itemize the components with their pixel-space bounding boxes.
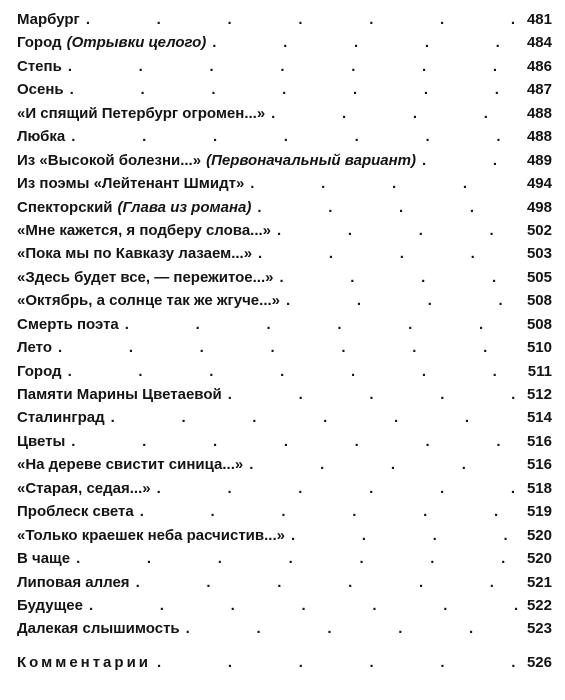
section-gap [17,641,552,651]
toc-entry-title-group [17,360,68,383]
toc-entry-title-group [17,594,89,617]
toc-entry[interactable] [17,31,552,54]
toc-entry-title-group [17,571,136,594]
toc-entry[interactable] [17,8,552,31]
toc-entry-title-group [17,149,422,172]
toc-entry-title-group [17,524,291,547]
toc-entry[interactable] [17,336,552,359]
toc-entry-title-group [17,55,68,78]
toc-page-number: 489 [526,151,552,169]
toc-page-number: 511 [527,362,552,380]
dot-leader [70,78,518,101]
dot-leader [279,266,518,289]
table-of-contents [17,8,552,674]
toc-entry-title-group [17,266,279,289]
toc-entry-title-group [17,336,58,359]
toc-entry-title-group [17,289,286,312]
dot-leader [228,383,518,406]
toc-entry[interactable] [17,102,552,125]
toc-entry-title: Лето [17,339,52,357]
toc-entry[interactable] [17,78,552,101]
toc-entry-title-group [17,172,250,195]
toc-entry-title-group [17,8,86,31]
toc-entry-title-group [17,406,111,429]
toc-entry-title: Липовая аллея [17,573,130,591]
toc-page-number: 484 [526,34,552,52]
toc-entry[interactable] [17,406,552,429]
toc-entry[interactable] [17,172,552,195]
dot-leader [250,172,518,195]
toc-entry-title-group [17,477,157,500]
toc-entry-title-group [17,453,249,476]
toc-page-number: 516 [526,456,552,474]
toc-entry-title: Будущее [17,596,83,614]
toc-entry[interactable] [17,477,552,500]
toc-entry-title-group [17,313,125,336]
toc-page-number: 514 [526,409,552,427]
toc-entry-title-group [17,102,271,125]
toc-entry-title: Любка [17,128,66,146]
toc-entry-title-group [17,78,70,101]
toc-entry-title: Город [17,362,62,380]
dot-leader [249,453,518,476]
toc-entry[interactable] [17,547,552,570]
toc-entry[interactable] [17,149,552,172]
toc-entry-title: Спекторский [17,198,113,216]
toc-entry-title-group [17,383,228,406]
toc-entry-title-group [17,547,76,570]
dot-leader [58,336,518,359]
toc-entry-title-group [17,196,257,219]
toc-entry-title: Сталинград [17,409,105,427]
toc-page-number: 498 [526,198,552,216]
toc-entry-title: Город [17,34,62,52]
toc-entry-title-group [17,430,71,453]
toc-page-number: 520 [526,526,552,544]
toc-entry-title: Цветы [17,432,66,450]
toc-entry-title: «И спящий Петербург огромен...» [17,104,266,122]
toc-entry[interactable] [17,289,552,312]
toc-page-number: 526 [526,653,552,671]
toc-entry[interactable] [17,524,552,547]
dot-leader [277,219,518,242]
toc-entry-title: Осень [17,81,64,99]
dot-leader [212,31,518,54]
toc-entry-subtitle: (Глава из романа) [117,198,252,216]
toc-entry[interactable] [17,430,552,453]
toc-entry-title: Смерть поэта [17,315,119,333]
toc-entry[interactable] [17,266,552,289]
dot-leader [125,313,518,336]
toc-entry-subtitle: (Первоначальный вариант) [206,151,417,169]
toc-entry-title: Из поэмы «Лейтенант Шмидт» [17,175,245,193]
toc-page-number: 519 [526,503,552,521]
toc-page-number: 487 [526,81,552,99]
toc-entry-title: Марбург [17,11,80,28]
toc-page-number: 502 [526,221,552,239]
toc-page-number: 512 [526,386,552,403]
toc-entry[interactable] [17,125,552,148]
toc-entry-title-group [17,31,212,54]
toc-page-number: 508 [526,315,552,333]
toc-page-number: 494 [526,175,552,193]
toc-entry-title-group [17,617,186,640]
toc-entry[interactable] [17,500,552,523]
toc-entry-title: Проблеск света [17,503,134,521]
toc-entry[interactable] [17,453,552,476]
toc-entry[interactable] [17,313,552,336]
toc-entry-title: «На дереве свистит синица...» [17,456,244,474]
toc-entry[interactable] [17,571,552,594]
toc-page-number: 523 [526,620,552,638]
toc-page-number: 481 [526,11,552,28]
toc-entry-title: «Мне кажется, я подберу слова...» [17,221,272,239]
toc-page-number: 503 [526,245,552,263]
toc-entry-title-group [17,242,258,265]
toc-entry-title: Памяти Марины Цветаевой [17,386,222,403]
toc-entry[interactable] [17,55,552,78]
dot-leader [68,360,518,383]
dot-leader [186,617,518,640]
toc-entry-title-group [17,651,157,674]
dot-leader [71,125,518,148]
toc-page-number: 488 [526,128,552,146]
dot-leader [89,594,518,617]
toc-entry-title: «Октябрь, а солнце так же жгуче...» [17,292,280,310]
toc-entry-title-group [17,125,71,148]
toc-page-number: 522 [526,596,552,614]
dot-leader [286,289,518,312]
dot-leader [68,55,518,78]
dot-leader [76,547,518,570]
toc-page-number: 521 [526,573,552,591]
dot-leader [422,149,518,172]
toc-entry-title: Комментарии [17,653,152,671]
dot-leader [258,242,518,265]
dot-leader [271,102,518,125]
toc-entry[interactable] [17,360,552,383]
toc-entry[interactable] [17,219,552,242]
dot-leader [257,196,518,219]
dot-leader [111,406,518,429]
dot-leader [86,8,518,31]
toc-entry-title: Из «Высокой болезни...» [17,151,202,169]
toc-entry[interactable] [17,617,552,640]
dot-leader [291,524,518,547]
toc-page-number: 508 [526,292,552,310]
toc-entry-title: «Пока мы по Кавказу лазаем...» [17,245,253,263]
dot-leader [71,430,518,453]
toc-entry[interactable] [17,242,552,265]
toc-page-number: 518 [526,479,552,497]
toc-entry-title: «Здесь будет все, — пережитое...» [17,268,274,286]
dot-leader [140,500,518,523]
toc-entry-comments[interactable] [17,651,552,674]
toc-page-number: 510 [526,339,552,357]
toc-entry[interactable] [17,594,552,617]
toc-entry-title: «Только краешек неба расчистив...» [17,526,285,544]
toc-entry[interactable] [17,383,552,406]
toc-entry-title-group [17,219,277,242]
toc-entry-subtitle: (Отрывки целого) [66,34,207,52]
toc-entry-title: Степь [17,57,62,75]
toc-page-number: 486 [526,57,552,75]
toc-entry-title: В чаще [17,550,71,568]
toc-entry[interactable] [17,196,552,219]
toc-page-number: 520 [526,550,552,568]
toc-entry-title: «Старая, седая...» [17,479,151,497]
toc-entry-title: Далекая слышимость [17,620,180,638]
dot-leader [157,477,518,500]
toc-page-number: 516 [526,432,552,450]
toc-entry-title-group [17,500,140,523]
toc-page-number: 488 [526,104,552,122]
toc-page-number: 505 [526,268,552,286]
dot-leader [136,571,518,594]
dot-leader [157,651,518,674]
